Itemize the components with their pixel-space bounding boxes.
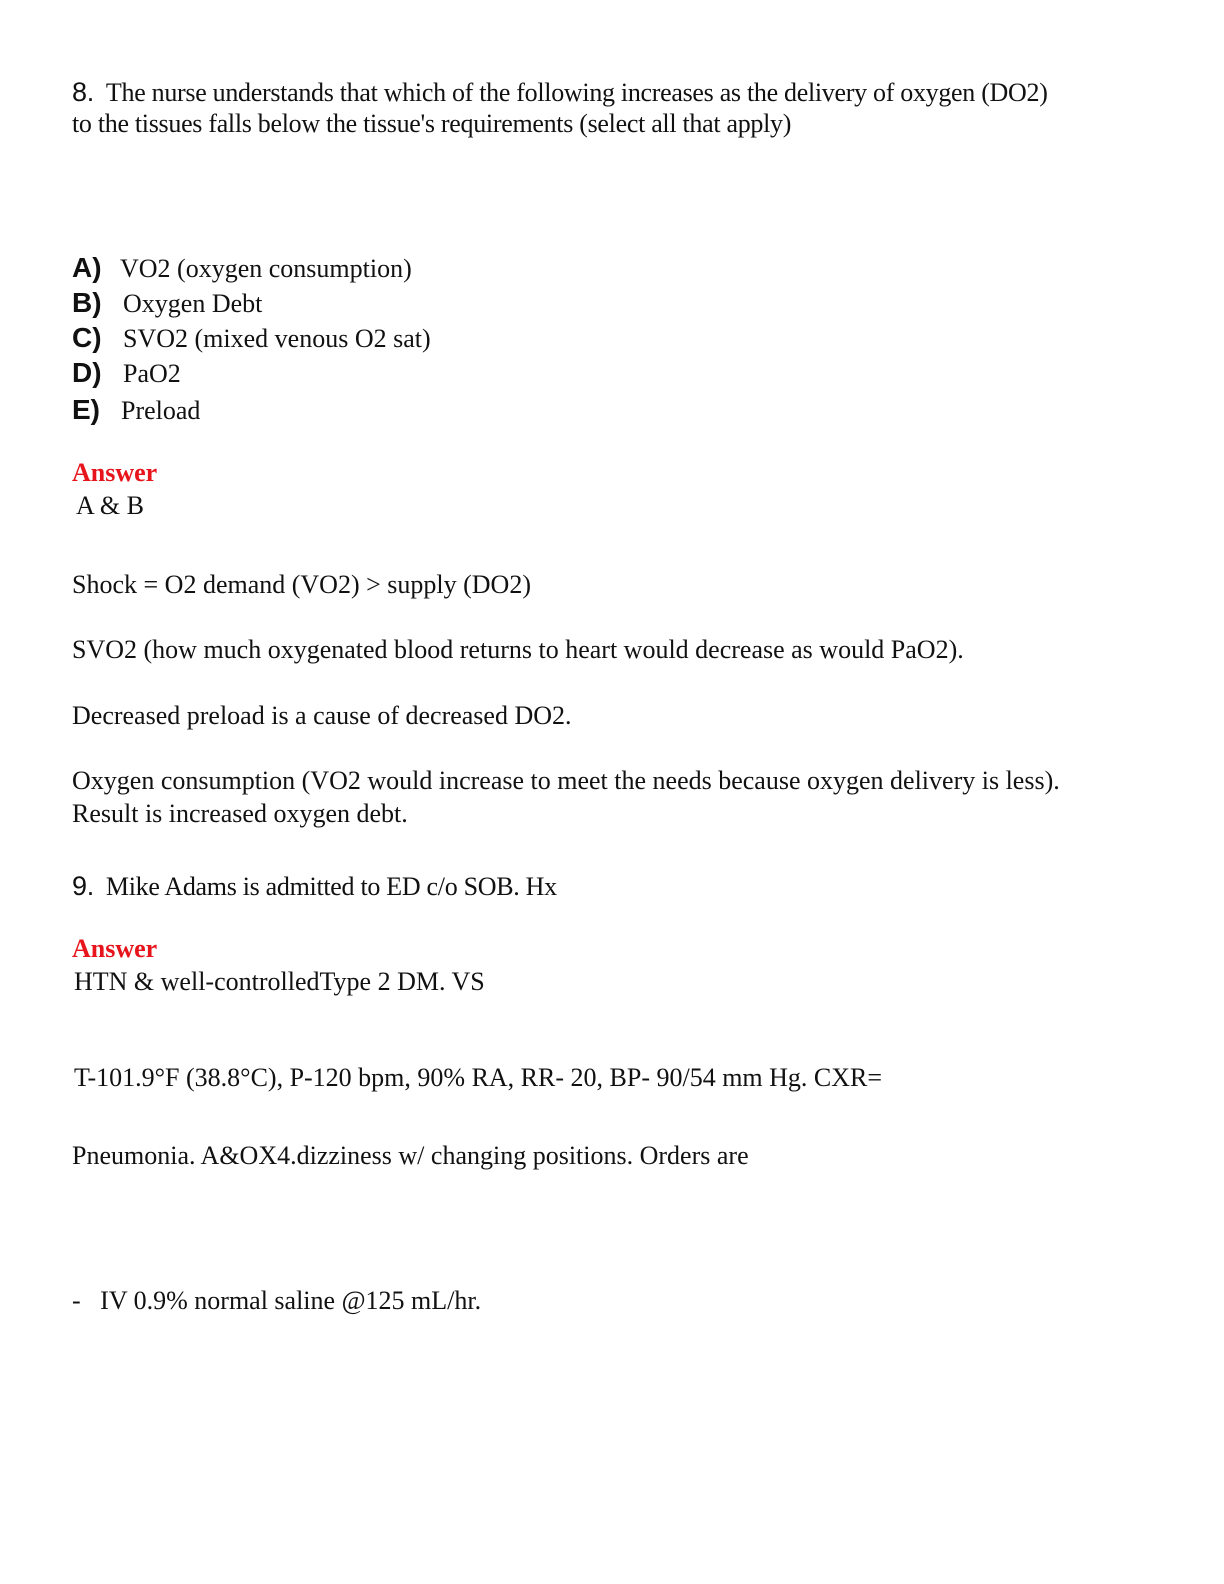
option-c-letter: C) (72, 322, 102, 353)
option-e (72, 394, 200, 427)
question-8-line-1 (72, 76, 1048, 109)
option-d (72, 357, 181, 390)
question-8-text-line-1: The nurse understands that which of the following increases as the delivery of oxygen (DO2) (105, 78, 1048, 107)
question-9-line (72, 870, 557, 903)
question-9-number: 9. (72, 871, 94, 901)
question-9-order-iv: - IV 0.9% normal saline @125 mL/hr. (72, 1286, 482, 1315)
explanation-svo2: SVO2 (how much oxygenated blood returns to heart would decrease as would PaO2). (72, 635, 964, 664)
explanation-oxygen-debt: Result is increased oxygen debt. (72, 799, 408, 828)
option-b-letter: B) (72, 287, 102, 318)
explanation-oxygen-consumption: Oxygen consumption (VO2 would increase to meet the needs because oxygen delivery is less). (72, 766, 1060, 795)
explanation-preload: Decreased preload is a cause of decreased DO2. (72, 701, 572, 730)
question-8-answer-label: Answer (72, 458, 158, 487)
question-8-text-line-2: to the tissues falls below the tissue's requirements (select all that apply) (72, 109, 792, 138)
option-e-text: Preload (121, 396, 201, 425)
question-9-vital-signs: T-101.9°F (38.8°C), P-120 bpm, 90% RA, RR- 20, BP- 90/54 mm Hg. CXR= (74, 1063, 883, 1092)
question-9-answer-label: Answer (72, 934, 158, 963)
explanation-shock: Shock = O2 demand (VO2) > supply (DO2) (72, 570, 531, 599)
question-9-history: HTN & well-controlledType 2 DM. VS (74, 967, 485, 996)
option-d-letter: D) (72, 357, 102, 388)
option-b-text: Oxygen Debt (123, 289, 263, 318)
question-8-answer-value: A & B (76, 491, 144, 520)
option-a (72, 252, 412, 285)
option-a-letter: A) (72, 252, 102, 283)
option-c (72, 322, 431, 355)
question-9-text: Mike Adams is admitted to ED c/o SOB. Hx (105, 872, 557, 901)
question-9-diagnosis: Pneumonia. A&OX4.dizziness w/ changing positions. Orders are (72, 1141, 749, 1170)
option-e-letter: E) (72, 394, 100, 425)
option-b (72, 287, 262, 320)
option-c-text: SVO2 (mixed venous O2 sat) (123, 324, 431, 353)
option-a-text: VO2 (oxygen consumption) (120, 254, 412, 283)
option-d-text: PaO2 (123, 359, 181, 388)
question-8-number: 8. (72, 77, 94, 107)
